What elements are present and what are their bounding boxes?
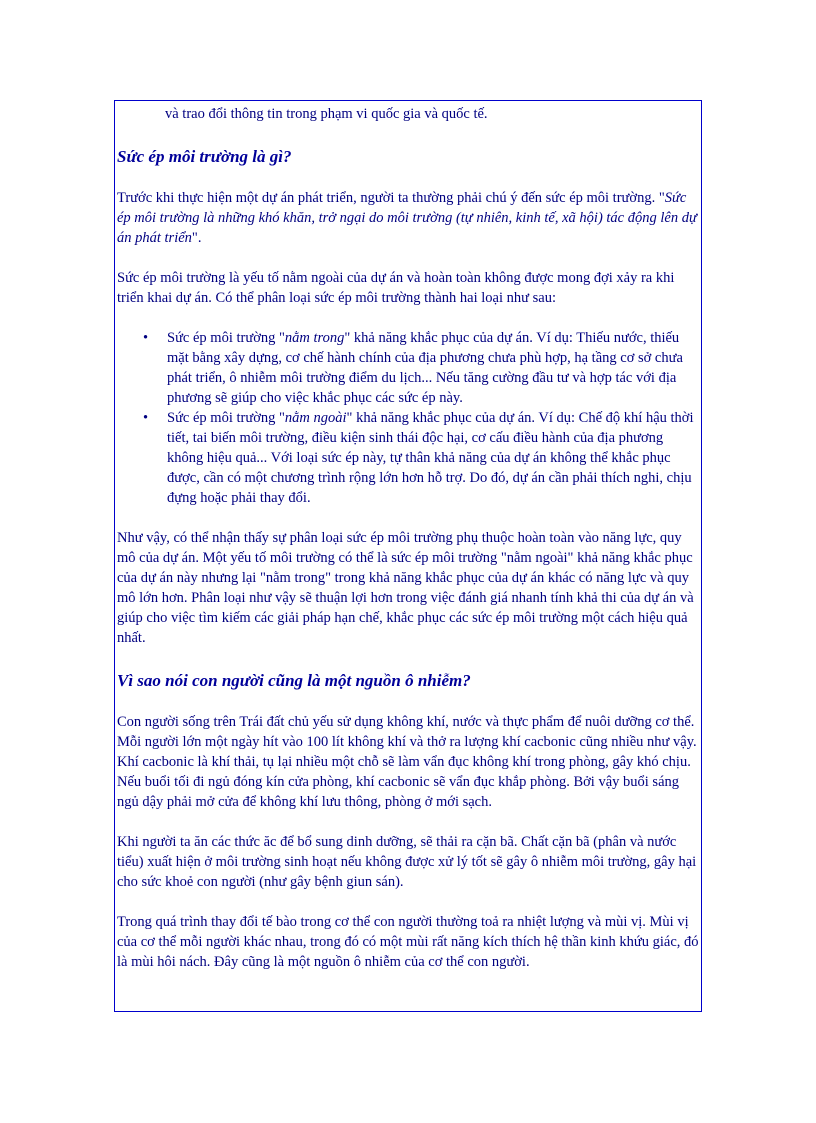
p1-text: Trước khi thực hiện một dự án phát triển, người ta thường phải chú ý đến sức ép môi trường. " — [117, 190, 665, 206]
bullet-em: nằm ngoài — [284, 410, 347, 426]
section2-heading: Vì sao nói con người cũng là một nguồn ô nhiễm? — [117, 671, 471, 690]
bullet-icon: • — [143, 410, 149, 426]
list-item — [143, 408, 699, 508]
section2-paragraph-2: Khi người ta ăn các thức ăc để bổ sung dinh dưỡng, sẽ thải ra cặn bã. Chất cặn bã (phân và nước tiểu) xuất hiện ở môi trường sinh hoạt nếu không được xử lý tốt sẽ gây ô nhiễm môi trường, gây hại cho sức khoẻ con người (như gây bệnh giun sán). — [117, 834, 697, 890]
bullet-pre: Sức ép môi trường " — [167, 330, 285, 346]
list-item — [143, 328, 699, 408]
section2-paragraph-1: Con người sống trên Trái đất chủ yếu sử dụng không khí, nước và thực phẩm để nuôi dưỡng cơ thể. Mỗi người lớn một ngày hít vào 100 lít không khí và thở ra lượng khí cacbonic cũng nhiều như vậy. Khí cacbonic là khí thải, tụ lại nhiều một chỗ sẽ làm vẩn đục không khí trong phòng, gây khó chịu. Nếu buổi tối đi ngủ đóng kín cửa phòng, khí cacbonic sẽ vẩn đục khắp phòng. Bởi vậy buổi sáng ngủ dậy phải mở cửa để không khí lưu thông, phòng ở mới sạch. — [117, 714, 697, 810]
bullet-em: nằm trong — [284, 330, 345, 346]
pressure-list — [117, 328, 699, 508]
section1-heading: Sức ép môi trường là gì? — [117, 147, 292, 166]
section1-paragraph-2: Sức ép môi trường là yếu tố nằm ngoài của dự án và hoàn toàn không được mong đợi xảy ra khi triển khai dự án. Có thể phân loại sức ép môi trường thành hai loại như sau: — [117, 270, 675, 306]
bullet-post: " khả năng khắc phục của dự án. Ví dụ: Thiếu nước, thiếu mặt bằng xây dựng, cơ chế hành chính của địa phương chưa phù hợp, hạ tầng cơ sở chưa phát triển, ô nhiễm môi trường điểm du lịch... Nếu tăng cường đầu tư và hợp tác với địa phương sẽ giúp cho việc khắc phục các sức ép này. — [167, 330, 683, 406]
p1-quote: Sức ép môi trường là những khó khăn, trở ngại do môi trường (tự nhiên, kinh tế, xã hội) tác động lên dự án phát triển — [117, 190, 697, 246]
section1-paragraph-1 — [117, 188, 699, 248]
section2-paragraph-3: Trong quá trình thay đổi tế bào trong cơ thể con người thường toả ra nhiệt lượng và mùi vị. Mùi vị của cơ thể mỗi người khác nhau, trong đó có một mùi rất năng kích thích hệ thần kinh khứu giác, đó là mùi hôi nách. Đây cũng là một nguồn ô nhiễm của cơ thể con người. — [117, 914, 699, 970]
intro-line: và trao đổi thông tin trong phạm vi quốc gia và quốc tế. — [165, 106, 488, 122]
section1-paragraph-3: Như vậy, có thể nhận thấy sự phân loại sức ép môi trường phụ thuộc hoàn toàn vào năng lực, quy mô của dự án. Một yếu tố môi trường có thể là sức ép môi trường "nằm ngoài" khả năng khắc phục của dự án này nhưng lại "nằm trong" trong khả năng khắc phục của dự án khác có năng lực và quy mô lớn hơn. Phân loại như vậy sẽ thuận lợi hơn trong việc đánh giá nhanh tính khả thi của dự án và giúp cho việc tìm kiếm các giải pháp hạn chế, khắc phục các sức ép môi trường một cách hiệu quả nhất. — [117, 530, 694, 646]
document-body — [117, 104, 699, 992]
bullet-post: " khả năng khắc phục của dự án. Ví dụ: Chế độ khí hậu thời tiết, tai biến môi trường, điều kiện sinh thái độc hại, cơ cấu điều hành của địa phương không hiệu quả... Với loại sức ép này, tự thân khả năng của dự án không thể khắc phục được, cần có một chương trình rộng lớn hơn hỗ trợ. Do đó, dự án cần phải thích nghi, chịu đựng hoặc phải thay đổi. — [167, 410, 694, 506]
p1-end: ". — [191, 230, 202, 246]
bullet-pre: Sức ép môi trường " — [167, 410, 285, 426]
bullet-icon: • — [143, 330, 149, 346]
